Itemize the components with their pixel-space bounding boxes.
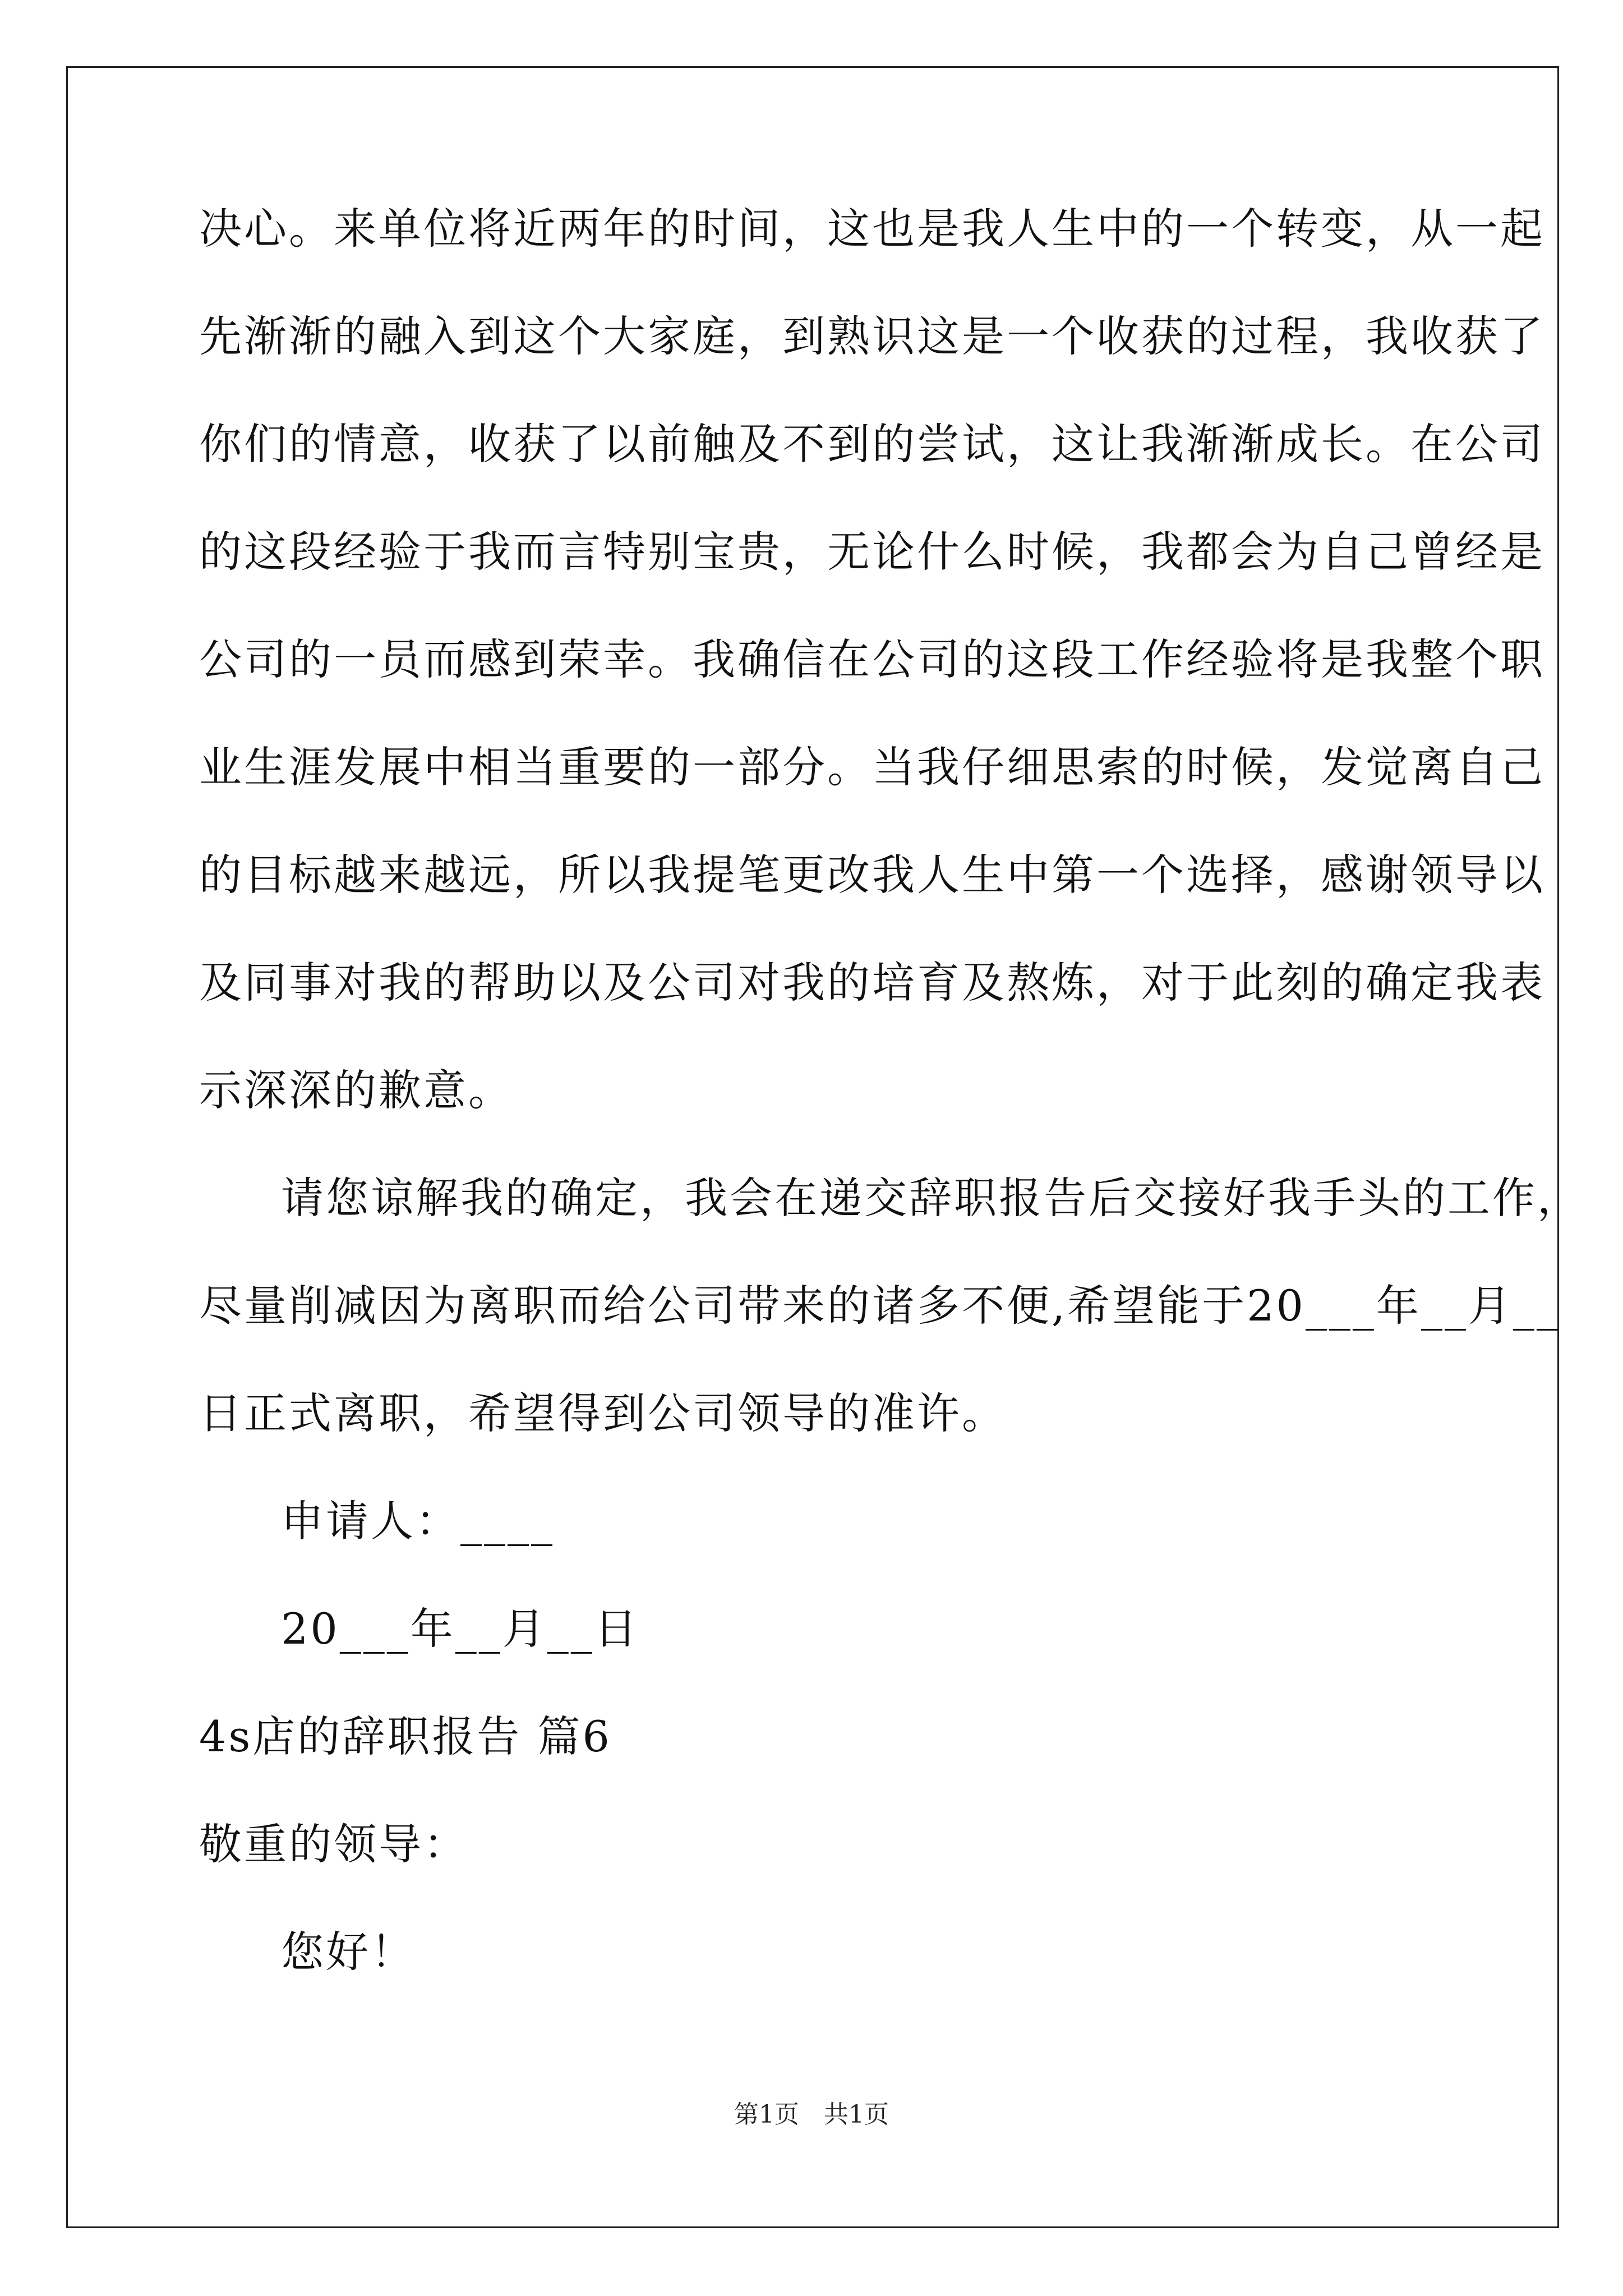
text-line: 业生涯发展中相当重要的一部分。当我仔细思索的时候，发觉离自己 [199, 742, 1545, 792]
text-line: 先渐渐的融入到这个大家庭，到熟识这是一个收获的过程，我收获了 [199, 311, 1545, 361]
section-heading: 4s店的辞职报告 篇6 [199, 1711, 612, 1761]
date-line: 20___年__月__日 [281, 1604, 639, 1654]
salutation: 敬重的领导： [199, 1819, 468, 1869]
greeting: 您好！ [281, 1927, 416, 1977]
text-line: 决心。来单位将近两年的时间，这也是我人生中的一个转变，从一起 [199, 204, 1545, 254]
text-line: 示深深的歉意。 [199, 1065, 513, 1115]
text-line: 尽量削减因为离职而给公司带来的诸多不便,希望能于20___年__月__ [199, 1281, 1560, 1331]
page-number: 第1页 共1页 [734, 2100, 889, 2129]
page-border [66, 66, 1559, 2228]
text-line: 及同事对我的帮助以及公司对我的培育及熬炼，对于此刻的确定我表 [199, 958, 1545, 1007]
text-line: 的这段经验于我而言特别宝贵，无论什么时候，我都会为自己曾经是 [199, 527, 1545, 577]
text-line: 公司的一员而感到荣幸。我确信在公司的这段工作经验将是我整个职 [199, 634, 1545, 684]
text-line: 请您谅解我的确定，我会在递交辞职报告后交接好我手头的工作， [281, 1173, 1582, 1223]
applicant-line: 申请人：____ [281, 1496, 555, 1546]
text-line: 的目标越来越远，所以我提笔更改我人生中第一个选择，感谢领导以 [199, 850, 1545, 900]
text-line: 日正式离职，希望得到公司领导的准许。 [199, 1388, 1007, 1438]
text-line: 你们的情意，收获了以前触及不到的尝试，这让我渐渐成长。在公司 [199, 419, 1545, 469]
